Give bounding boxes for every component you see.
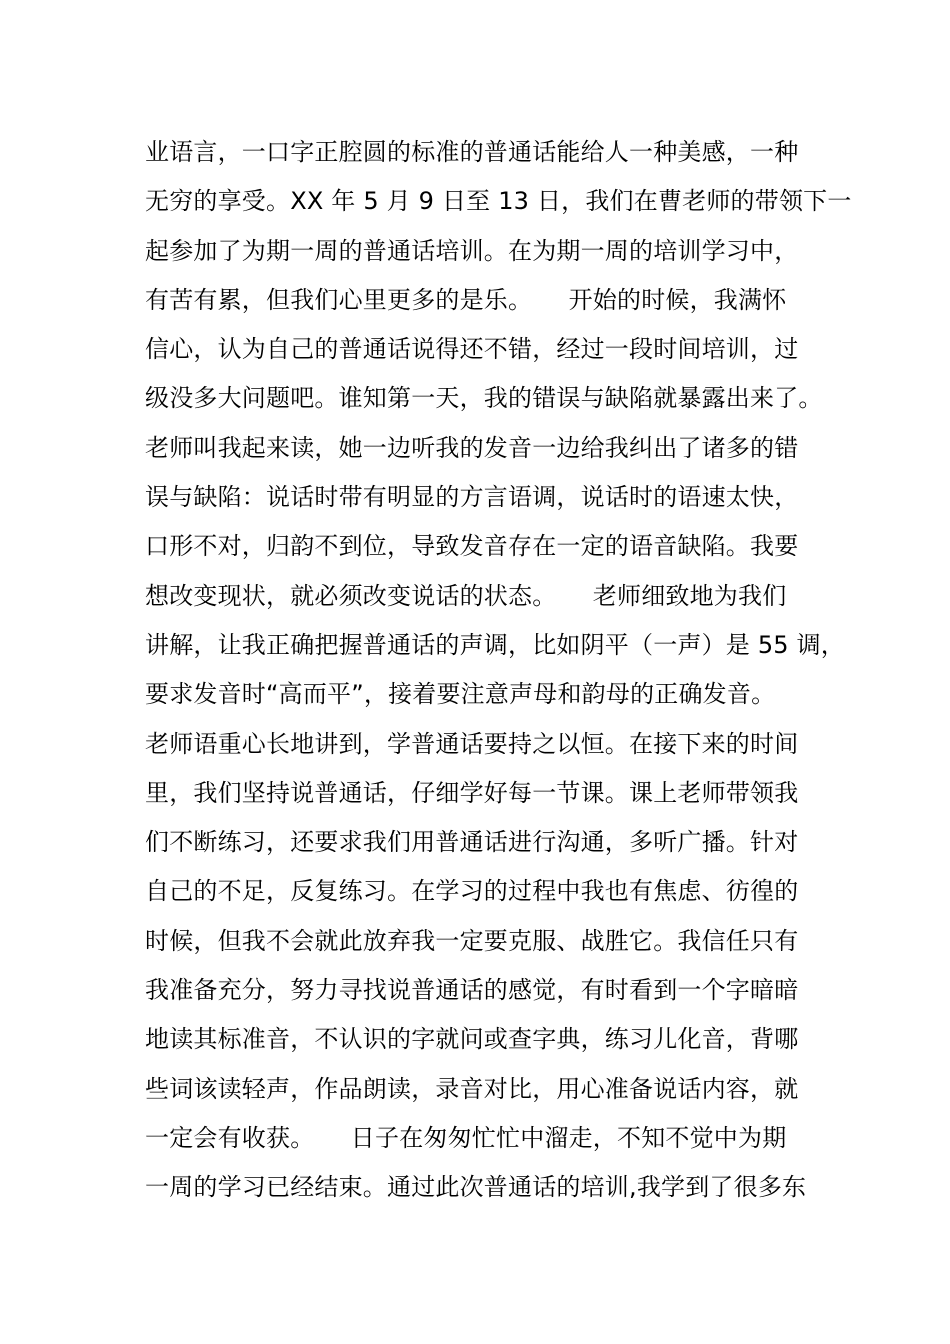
text-line: 口形不对，归韵不到位，导致发音存在一定的语音缺陷。我要 [145, 532, 799, 561]
text-line: 我准备充分，努力寻找说普通话的感觉，有时看到一个字暗暗 [145, 976, 799, 1005]
text-line: 地读其标准音，不认识的字就问或查字典，练习儿化音，背哪 [145, 1025, 799, 1054]
text-line: 老师语重心长地讲到，学普通话要持之以恒。在接下来的时间 [145, 729, 799, 758]
text-line: 些词该读轻声，作品朗读，录音对比，用心准备说话内容，就 [145, 1074, 799, 1103]
text-line: 们不断练习，还要求我们用普通话进行沟通，多听广播。针对 [145, 828, 799, 857]
text-line: 自己的不足，反复练习。在学习的过程中我也有焦虑、彷徨的 [145, 877, 799, 906]
text-line: 老师叫我起来读，她一边听我的发音一边给我纠出了诸多的错 [145, 433, 799, 462]
text-line: 讲解，让我正确把握普通话的声调，比如阴平（一声）是 55 调， [145, 630, 845, 659]
text-line: 起参加了为期一周的普通话培训。在为期一周的培训学习中， [145, 236, 799, 265]
text-line: 误与缺陷：说话时带有明显的方言语调，说话时的语速太快， [145, 483, 799, 512]
text-line: 里，我们坚持说普通话，仔细学好每一节课。课上老师带领我 [145, 778, 799, 807]
text-line: 时候，但我不会就此放弃我一定要克服、战胜它。我信任只有 [145, 926, 799, 955]
text-line: 无穷的享受。XX 年 5 月 9 日至 13 日，我们在曹老师的带领下一 [145, 187, 852, 216]
text-line: 一定会有收获。 日子在匆匆忙忙中溜走，不知不觉中为期 [145, 1123, 787, 1152]
text-line: 想改变现状，就必须改变说话的状态。 老师细致地为我们 [145, 581, 787, 610]
text-line: 信心，认为自己的普通话说得还不错，经过一段时间培训，过 [145, 335, 799, 364]
text-line: 要求发音时“高而平”，接着要注意声母和韵母的正确发音。 [145, 680, 776, 709]
body-text [145, 128, 852, 1213]
text-line: 业语言，一口字正腔圆的标准的普通话能给人一种美感，一种 [145, 138, 799, 166]
text-line: 有苦有累，但我们心里更多的是乐。 开始的时候，我满怀 [145, 285, 787, 314]
text-line: 一周的学习已经结束。通过此次普通话的培训,我学到了很多东 [145, 1173, 807, 1202]
text-line: 级没多大问题吧。谁知第一天，我的错误与缺陷就暴露出来了。 [145, 384, 823, 413]
